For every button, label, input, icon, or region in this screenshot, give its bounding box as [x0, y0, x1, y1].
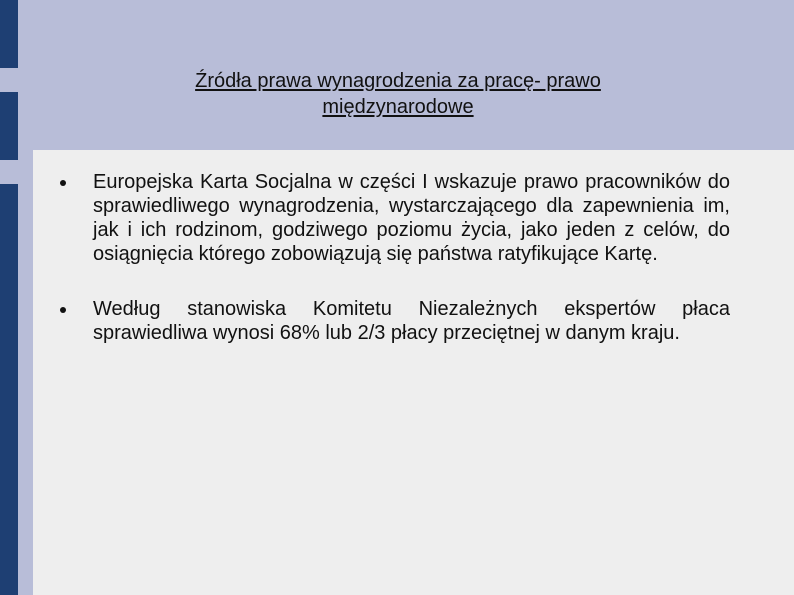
- bullet-item: [63, 170, 730, 266]
- bullet-text: Europejska Karta Socjalna w części I wskazuje prawo pracowników do sprawiedliwego wynagrodzenia, wystarczającego dla zapewnienia im, jak i ich rodzinom, godziwego poziomu życia, jako jeden z celów, do osiągnięcia którego zobowiązują się państwa ratyfikujące Kartę.: [93, 171, 730, 265]
- bullet-icon: [60, 307, 66, 313]
- accent-bar-bottom: [0, 184, 18, 595]
- bullet-list: [63, 170, 730, 376]
- content-panel: [33, 150, 794, 595]
- slide-title: Źródła prawa wynagrodzenia za pracę- prawo międzynarodowe: [195, 70, 601, 118]
- bullet-item: [63, 297, 730, 345]
- bullet-icon: [60, 180, 66, 186]
- bullet-text: Według stanowiska Komitetu Niezależnych ekspertów płaca sprawiedliwa wynosi 68% lub 2/3 płacy przeciętnej w danym kraju.: [93, 298, 730, 344]
- accent-bar-middle: [0, 92, 18, 160]
- accent-bar-top: [0, 0, 18, 68]
